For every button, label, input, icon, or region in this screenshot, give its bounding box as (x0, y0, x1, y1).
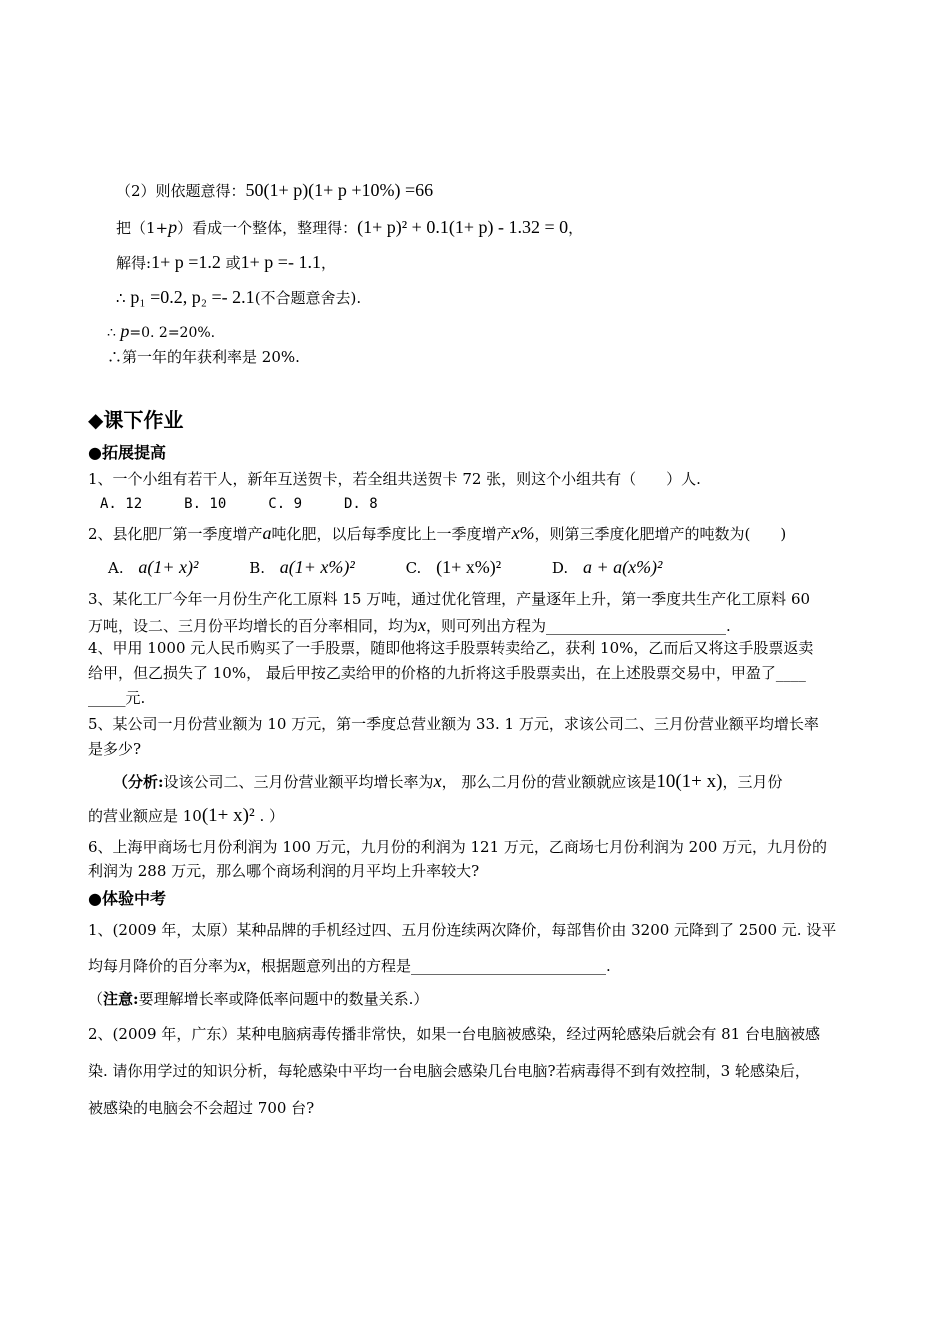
equation: 1+ p =1.2 (151, 252, 221, 272)
equation: (1+ x)² (201, 805, 255, 826)
question-5-line-2: 是多少? (88, 740, 142, 758)
question-3-line-2: 万吨，设二、三月份平均增长的百分率相同，均为x，则可列出方程为________________________. (88, 615, 731, 635)
exam-question-1-line-2: 均每月降价的百分率为x，根据题意列出的方程是__________________________. (88, 955, 611, 975)
question-1: 1、一个小组有若干人，新年互送贺卡，若全组共送贺卡 72 张，则这个小组共有（ ）人. (88, 470, 701, 488)
subsection-title-exam: ●体验中考 (88, 889, 166, 908)
subsection-title-extension: ●拓展提高 (88, 443, 166, 462)
question-4-line-1: 4、甲用 1000 元人民币购买了一手股票，随即他将这手股票转卖给乙，获利 10%，乙而后又将这手股票返卖 (88, 639, 814, 657)
exam-question-2-line-1: 2、(2009 年，广东）某种电脑病毒传播非常快，如果一台电脑被感染，经过两轮感染后就会有 81 台电脑被感 (88, 1025, 820, 1043)
question-3-line-1: 3、某化工厂今年一月份生产化工原料 15 万吨，通过优化管理，产量逐年上升，第一季度共生产化工原料 60 (88, 590, 811, 608)
question-2-options: A. a(1+ x)² B. a(1+ x%)² C. (1+ x%)² D. a + a(x%)² (108, 557, 663, 577)
solution-line-3: 解得:1+ p =1.2 或1+ p =- 1.1， (116, 252, 336, 272)
question-5-hint: （分析:设该公司二、三月份营业额平均增长率为x， 那么二月份的营业额就应该是10(1+ x)，三月份 (113, 771, 783, 792)
answer-blank: ________________________. (546, 617, 731, 635)
equation: p₁ =0.2, p₂ =- 2.1 (130, 287, 255, 307)
note: （注意:要理解增长率或降低率问题中的数量关系.） (88, 990, 429, 1008)
section-title: ◆课下作业 (88, 408, 184, 432)
solution-line-4: ∴ p₁ =0.2, p₂ =- 2.1(不合题意舍去). (116, 287, 362, 307)
solution-line-2: 把（1+p）看成一个整体，整理得：(1+ p)² + 0.1(1+ p) - 1.32 = 0， (116, 217, 584, 237)
question-1-options: A. 12 B. 10 C. 9 D. 8 (100, 496, 378, 512)
option-a: a(1+ x)² (138, 557, 199, 577)
question-4-line-2: 给甲，但乙损失了 10%， 最后甲按乙卖给甲的价格的九折将这手股票卖出，在上述股票交易中，甲盈了____ (88, 664, 806, 682)
solution-line-1: （2）则依题意得：50(1+ p)(1+ p +10%) =66 (116, 180, 434, 200)
question-5-hint-cont: 的营业额应是 10(1+ x)² . ） (88, 805, 284, 826)
option-d: a + a(x%)² (582, 557, 663, 577)
question-2: 2、县化肥厂第一季度增产a吨化肥，以后每季度比上一季度增产x%，则第三季度化肥增产的吨数为( ) (88, 523, 787, 543)
question-4-line-3: _____元. (88, 689, 146, 707)
equation: 10(1+ x) (656, 771, 723, 792)
question-6-line-1: 6、上海甲商场七月份利润为 100 万元，九月份的利润为 121 万元，乙商场七月份利润为 200 万元，九月份的 (88, 838, 828, 856)
exam-question-2-line-2: 染. 请你用学过的知识分析，每轮感染中平均一台电脑会感染几台电脑?若病毒得不到有效控制，3 轮感染后， (88, 1062, 810, 1080)
option-c: (1+ x%)² (436, 557, 502, 577)
solution-conclusion: ∴第一年的年获利率是 20%. (107, 348, 300, 366)
equation: 50(1+ p)(1+ p +10%) =66 (245, 180, 434, 200)
equation: (1+ p)² + 0.1(1+ p) - 1.32 = 0 (357, 217, 569, 237)
solution-line-5: ∴ p=0. 2=20%. (107, 321, 216, 341)
option-b: a(1+ x%)² (279, 557, 355, 577)
exam-question-1-line-1: 1、(2009 年，太原）某种品牌的手机经过四、五月份连续两次降价，每部售价由 3200 元降到了 2500 元. 设平 (88, 921, 837, 939)
question-5-line-1: 5、某公司一月份营业额为 10 万元，第一季度总营业额为 33. 1 万元，求该公司二、三月份营业额平均增长率 (88, 715, 819, 733)
answer-blank: __________________________. (411, 957, 611, 975)
exam-question-2-line-3: 被感染的电脑会不会超过 700 台? (88, 1099, 315, 1117)
question-6-line-2: 利润为 288 万元，那么哪个商场利润的月平均上升率较大? (88, 862, 480, 880)
equation: 1+ p =- 1.1 (240, 252, 321, 272)
